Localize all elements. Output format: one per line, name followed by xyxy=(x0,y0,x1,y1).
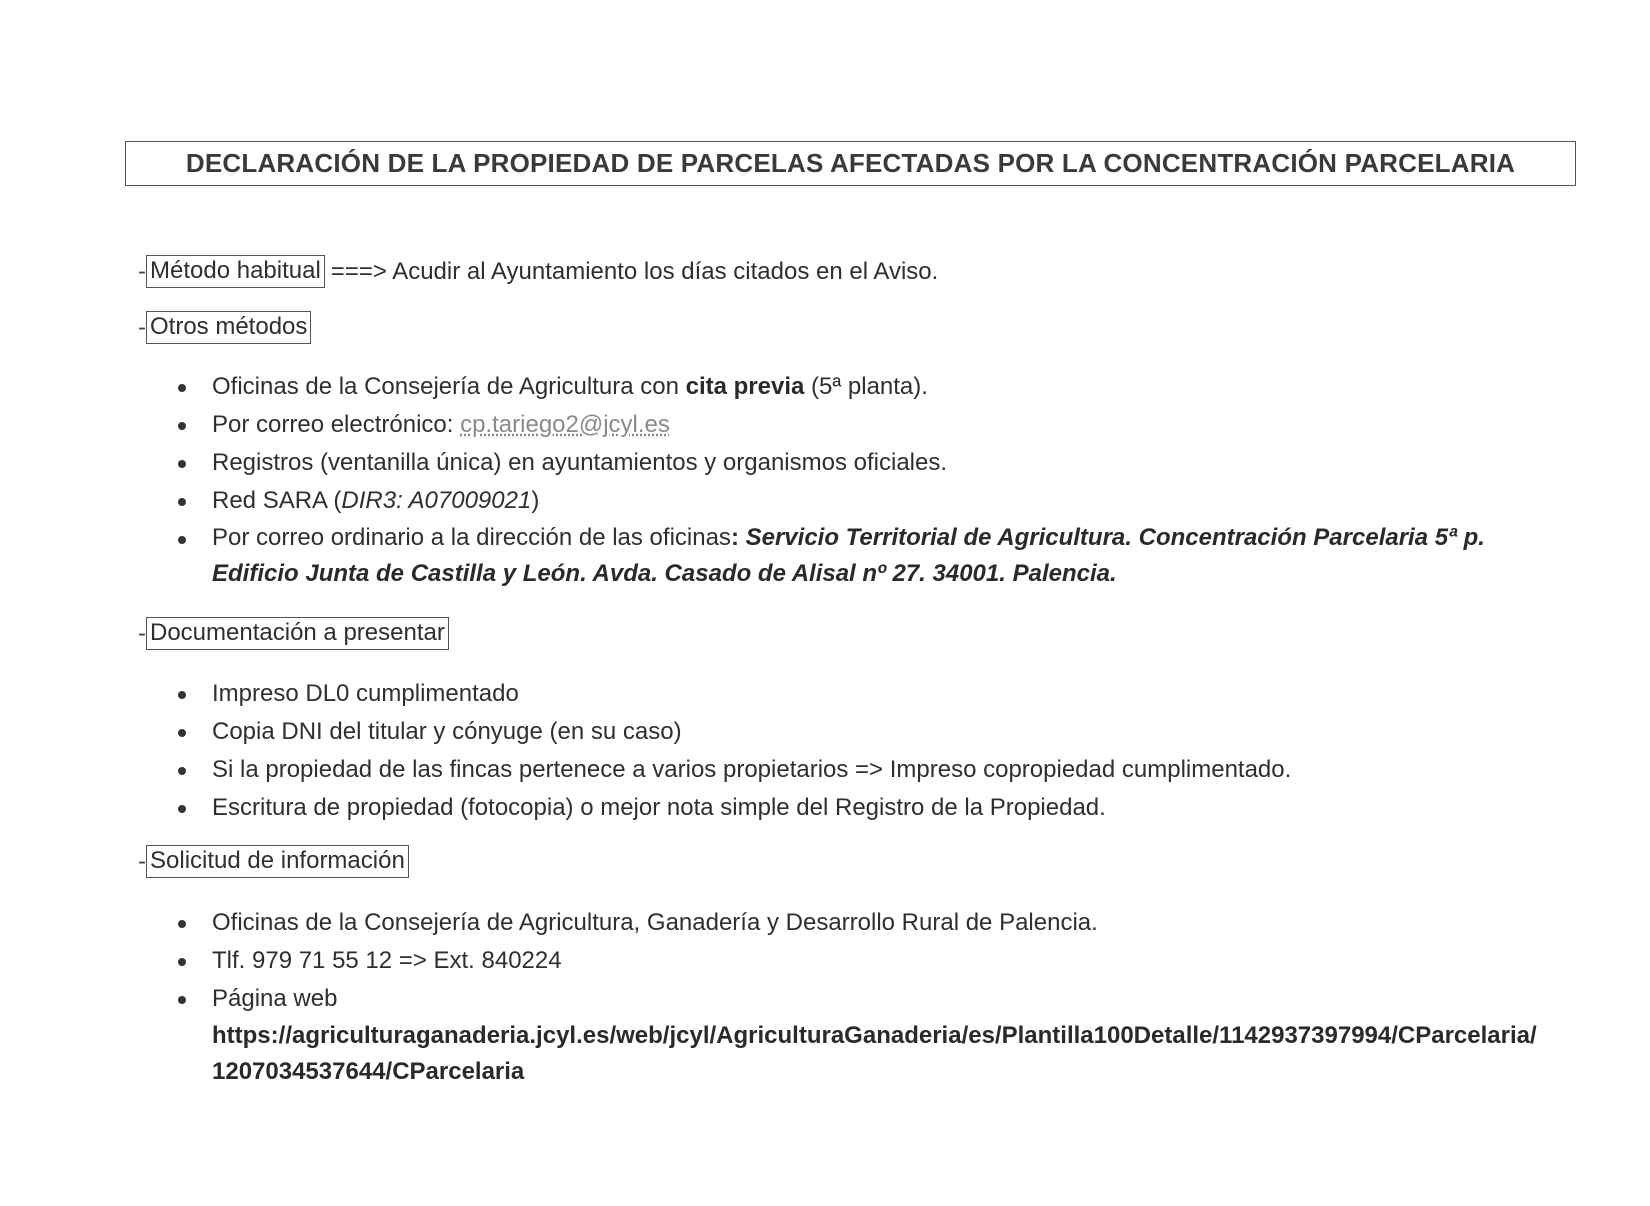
solicitud-label: Solicitud de información xyxy=(146,845,409,878)
otros-metodos-list xyxy=(178,368,1512,592)
section-dash: - xyxy=(138,313,146,341)
list-item-red-sara: Red SARA (DIR3: A07009021) xyxy=(178,482,1512,520)
section-dash: - xyxy=(138,257,146,285)
list-item: Copia DNI del titular y cónyuge (en su caso) xyxy=(178,713,1291,751)
solicitud-list xyxy=(178,904,1542,1090)
cita-previa-text: cita previa xyxy=(685,373,805,400)
section-dash: - xyxy=(138,847,146,875)
documentacion-list xyxy=(178,675,1291,827)
document-title-box xyxy=(125,141,1576,186)
list-item-registros: Registros (ventanilla única) en ayuntamientos y organismos oficiales. xyxy=(178,444,1512,482)
list-item: Si la propiedad de las fincas pertenece a varios propietarios => Impreso copropiedad cumplimentado. xyxy=(178,751,1291,789)
document-title: DECLARACIÓN DE LA PROPIEDAD DE PARCELAS AFECTADAS POR LA CONCENTRACIÓN PARCELARIA xyxy=(185,148,1516,178)
email-link[interactable]: cp.tariego2@jcyl.es xyxy=(460,411,670,438)
list-item-correo-ordinario: Por correo ordinario a la dirección de las oficinas: Servicio Territorial de Agricultura. Concentración Parcelaria 5ª p. Edificio Junta de Castilla y León. Avda. Casado de Alisal nº 27. 34001. Palencia. xyxy=(178,520,1512,592)
documentacion-label: Documentación a presentar xyxy=(146,617,449,650)
metodo-habitual-text: ===> Acudir al Ayuntamiento los días citados en el Aviso. xyxy=(330,257,939,285)
dir3-code: DIR3: A07009021 xyxy=(341,487,532,514)
list-item: Escritura de propiedad (fotocopia) o mejor nota simple del Registro de la Propiedad. xyxy=(178,789,1291,827)
section-dash: - xyxy=(138,619,146,647)
postal-address: Servicio Territorial de Agricultura. Concentración Parcelaria 5ª p. Edificio Junta de Castilla y León. Avda. Casado de Alisal nº 27. 34001. Palencia. xyxy=(212,524,1485,587)
list-item-telefono: Tlf. 979 71 55 12 => Ext. 840224 xyxy=(178,942,1542,980)
section-otros-metodos xyxy=(138,311,311,344)
web-url-link[interactable]: https://agriculturaganaderia.jcyl.es/web/jcyl/AgriculturaGanaderia/es/Plantilla100Detalle/1142937397994/CParcelaria/1207034537644/CParcelaria xyxy=(212,1022,1537,1085)
list-item-oficinas: Oficinas de la Consejería de Agricultura con cita previa (5ª planta). xyxy=(178,368,1512,406)
otros-metodos-label: Otros métodos xyxy=(146,311,311,344)
list-item: Impreso DL0 cumplimentado xyxy=(178,675,1291,713)
list-item-pagina-web: Página web https://agriculturaganaderia.jcyl.es/web/jcyl/AgriculturaGanaderia/es/Plantilla100Detalle/1142937397994/CParcelaria/1207034537644/CParcelaria xyxy=(178,980,1542,1090)
section-solicitud xyxy=(138,845,409,878)
section-metodo-habitual xyxy=(138,255,938,288)
section-documentacion xyxy=(138,617,449,650)
list-item-oficinas-palencia: Oficinas de la Consejería de Agricultura, Ganadería y Desarrollo Rural de Palencia. xyxy=(178,904,1542,942)
metodo-habitual-label: Método habitual xyxy=(146,255,325,288)
list-item-correo-electronico: Por correo electrónico: cp.tariego2@jcyl.es xyxy=(178,406,1512,444)
